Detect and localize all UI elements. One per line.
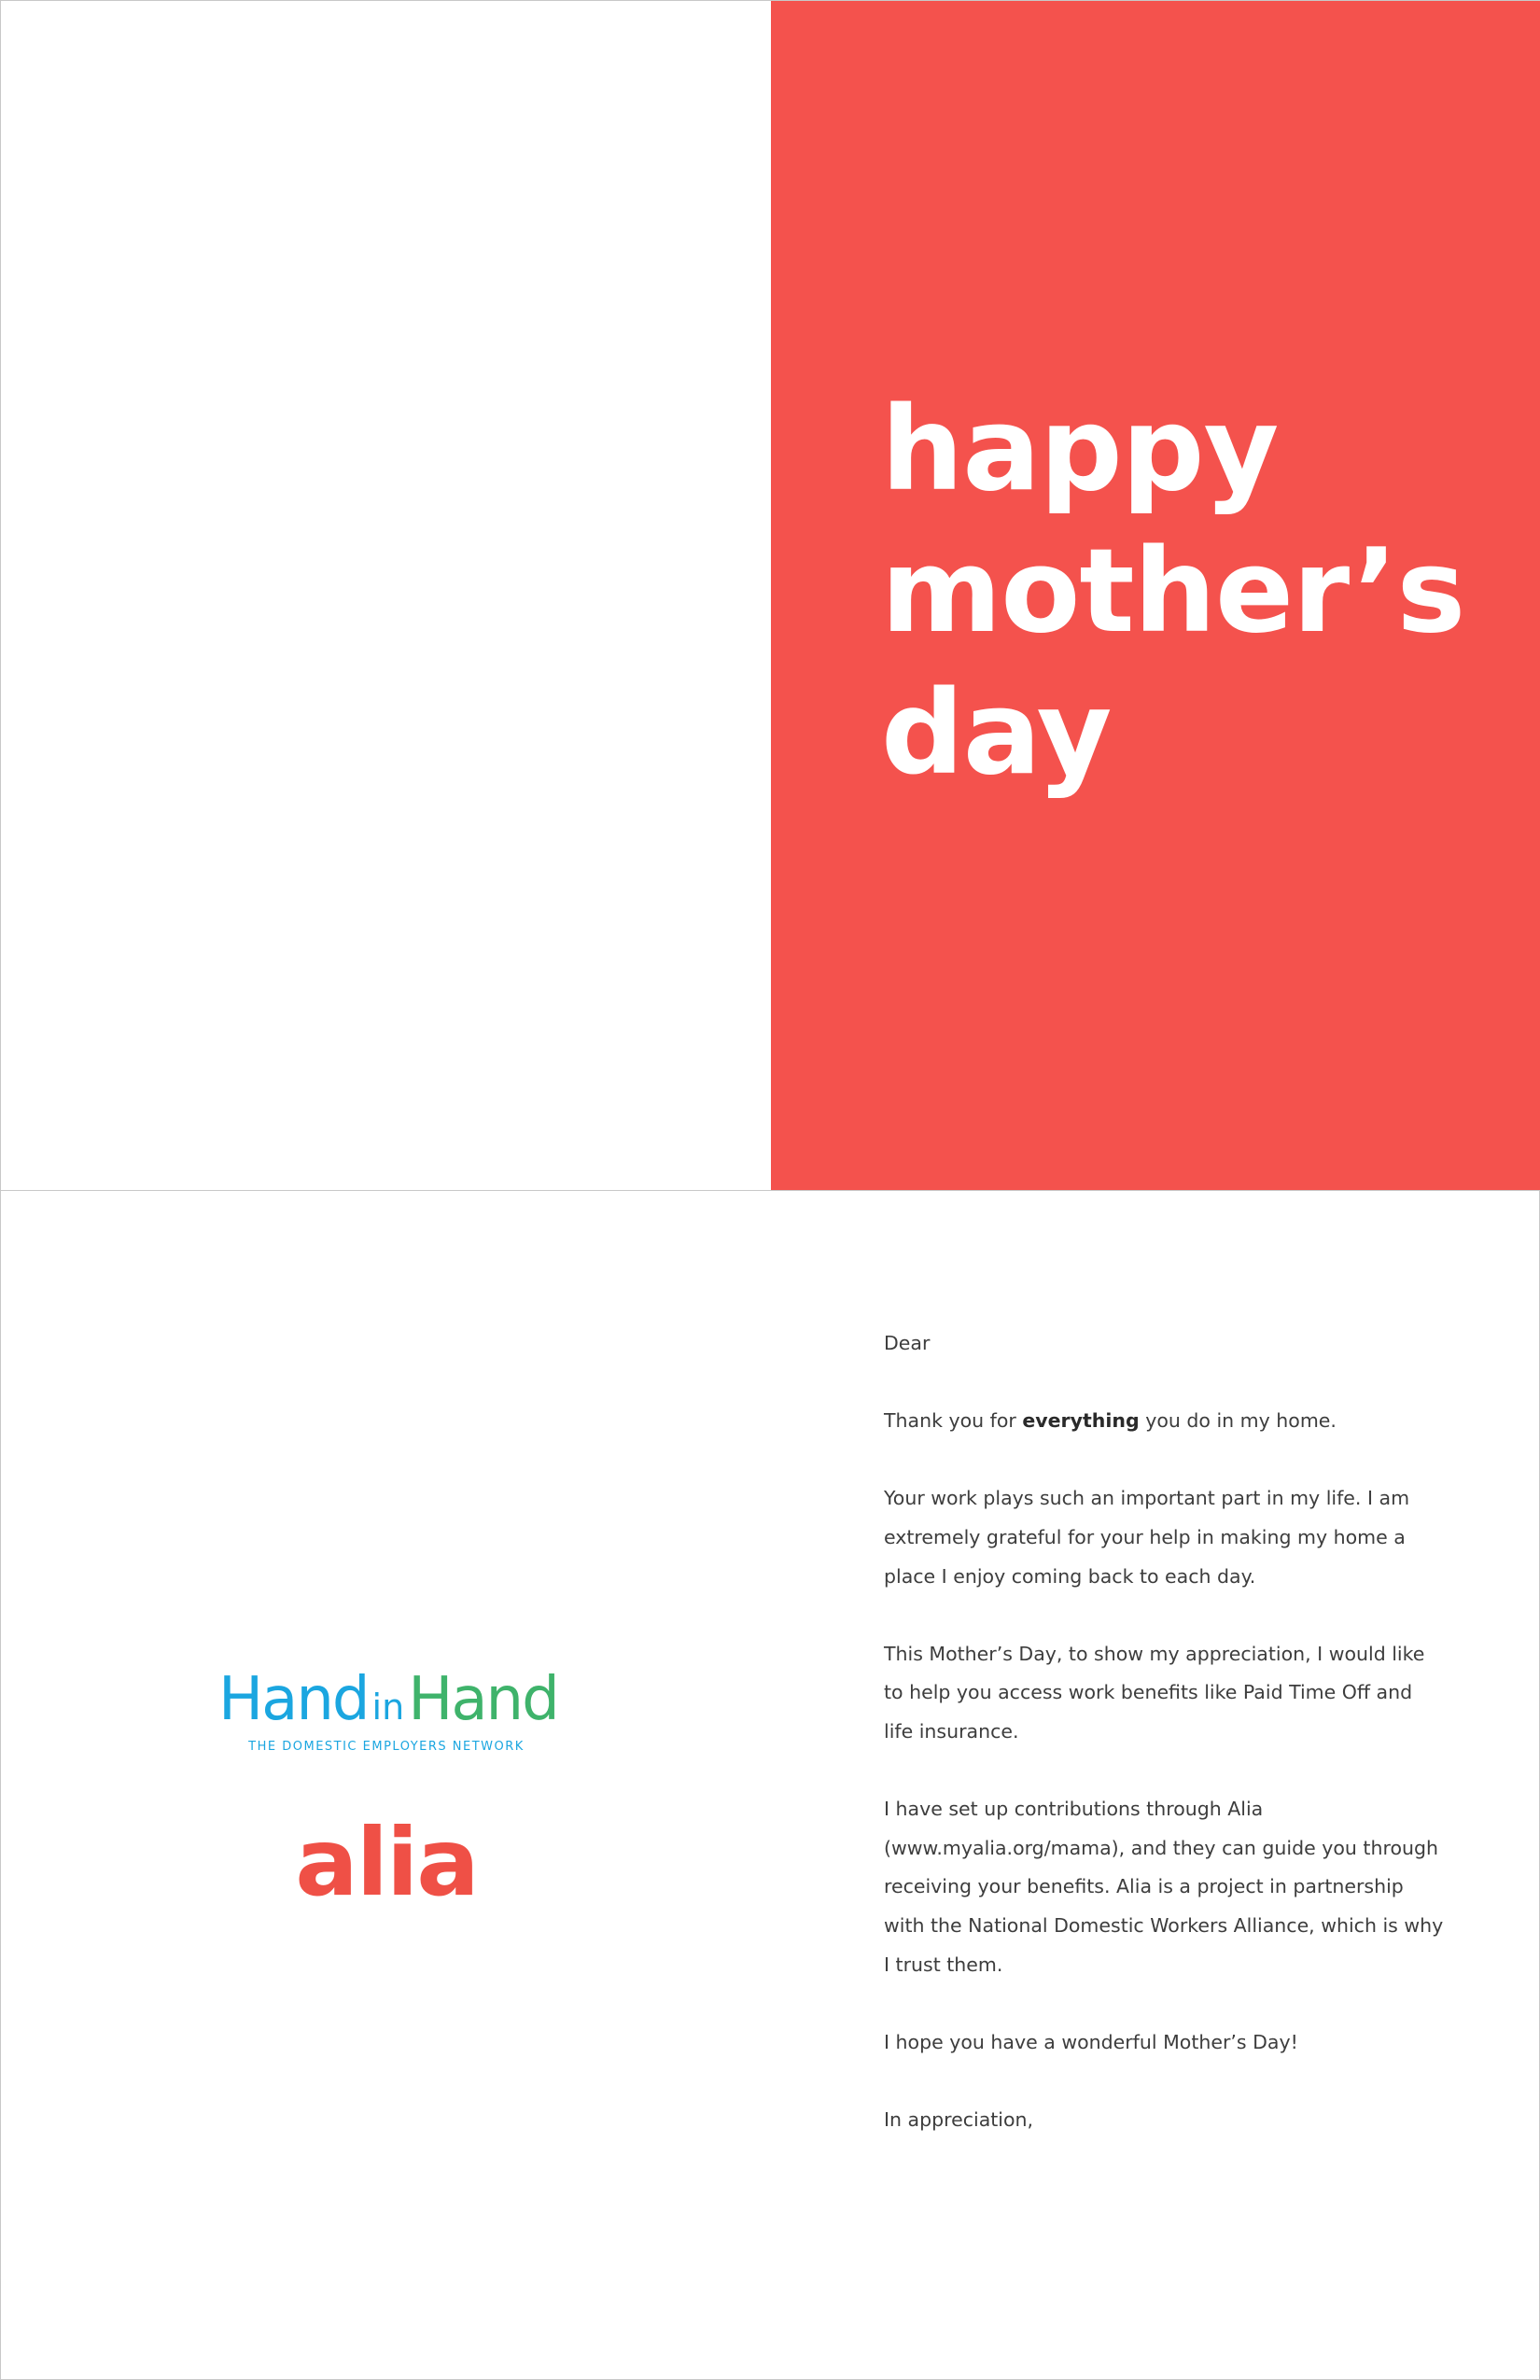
- fold-line: [1, 1190, 1540, 1191]
- letter-paragraph-3: I have set up contributions through Alia (www.myalia.org/mama), and they can guide you through receiving your benefits. Alia is a project in partnership with the National Domestic Workers Alliance, which is why I trust them.: [884, 1798, 1444, 1976]
- letter-closing-wish: I hope you have a wonderful Mother’s Day!: [884, 2030, 1298, 2053]
- letter-body: [884, 1324, 1444, 2139]
- thanks-text-before: Thank you for: [884, 1409, 1023, 1433]
- letter-salutation: Dear: [884, 1332, 931, 1354]
- headline-line-1: happy: [881, 383, 1279, 517]
- hand-in-hand-logo: [218, 1665, 558, 1754]
- letter-thanks: [884, 1402, 1444, 1441]
- thanks-emphasis: everything: [1022, 1409, 1140, 1433]
- logo-word-hand: Hand: [218, 1665, 369, 1734]
- thanks-text-after: you do in my home.: [1139, 1409, 1337, 1433]
- cover-panel: [771, 1, 1540, 1190]
- headline-line-3: day: [881, 666, 1112, 801]
- letter-paragraph-2: This Mother’s Day, to show my appreciation, I would like to help you access work benefits like Paid Time Off and life insurance.: [884, 1642, 1425, 1743]
- hand-in-hand-wordmark: [218, 1665, 558, 1740]
- logo-word-in: in: [371, 1687, 405, 1728]
- alia-logo: alia: [295, 1808, 478, 1917]
- hand-in-hand-tagline: THE DOMESTIC EMPLOYERS NETWORK: [248, 1740, 525, 1754]
- logo-word-hand-2: Hand: [408, 1665, 558, 1734]
- headline-line-2: mother’s: [881, 525, 1465, 659]
- cover-headline: [881, 379, 1464, 805]
- letter-signoff: In appreciation,: [884, 2107, 1034, 2131]
- letter-paragraph-1: Your work plays such an important part in my life. I am extremely grateful for your help in making my home a place I enjoy coming back to each day.: [884, 1487, 1410, 1588]
